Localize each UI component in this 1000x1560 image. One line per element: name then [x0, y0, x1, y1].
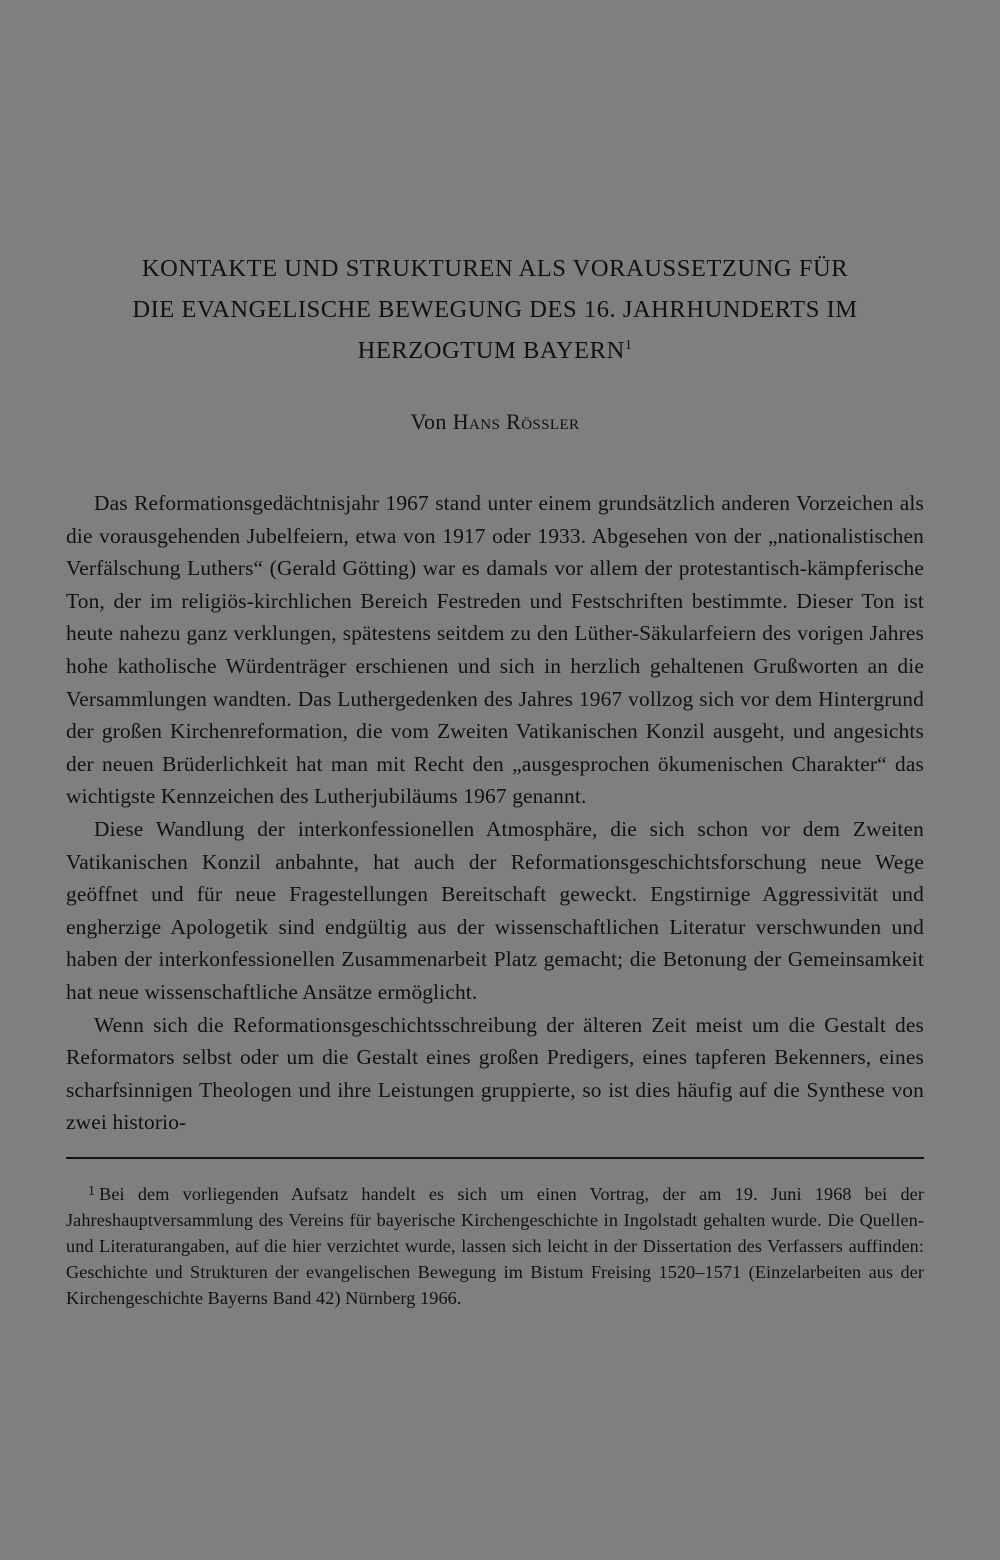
- title-line-3: HERZOGTUM BAYERN: [357, 337, 625, 364]
- body-paragraph-1: Das Reformationsgedächtnisjahr 1967 stand unter einem grundsätzlich anderen Vorzeichen als die vorausgehenden Jubelfeiern, etwa von 1917 oder 1933. Abgesehen von der „nationalistischen Verfälschung Luthers“ (Gerald Götting) war es damals vor allem der protestantisch-kämpferische Ton, der im religiös-kirchlichen Bereich Festreden und Festschriften bestimmte. Dieser Ton ist heute nahezu ganz verklungen, spätestens seitdem zu den Lüther-Säkularfeiern des vorigen Jahres hohe katholische Würdenträger erschienen und sich in herzlich gehaltenen Grußworten an die Versammlungen wandten. Das Luthergedenken des Jahres 1967 vollzog sich vor dem Hintergrund der großen Kirchenreformation, die vom Zweiten Vatikanischen Konzil ausgeht, und angesichts der neuen Brüderlichkeit hat man mit Recht den „ausgesprochen ökumenischen Charakter“ das wichtigste Kennzeichen des Lutherjubiläums 1967 genannt.: [66, 491, 924, 809]
- author-byline: [66, 409, 924, 435]
- body-paragraph-2: Diese Wandlung der interkonfessionellen Atmosphäre, die sich schon vor dem Zweiten Vatikanischen Konzil anbahnte, hat auch der Reformationsgeschichtsforschung neue Wege geöffnet und für neue Fragestellungen Bereitschaft geweckt. Engstirnige Aggressivität und engherzige Apologetik sind endgültig aus der wissenschaftlichen Literatur verschwunden und haben der interkonfessionellen Zusammenarbeit Platz gemacht; die Betonung der Gemeinsamkeit hat neue wissenschaftliche Ansätze ermöglicht.: [66, 816, 924, 1004]
- footnote-separator: [66, 1157, 924, 1159]
- body-paragraph-3: Wenn sich die Reformationsgeschichtsschreibung der älteren Zeit meist um die Gestalt des Reformators selbst oder um die Gestalt eines großen Predigers, eines tapferen Bekenners, eines scharfsinnigen Theologen und ihre Leistungen gruppierte, so ist dies häufig auf die Synthese von zwei historio-: [66, 1012, 924, 1135]
- title-line-1: KONTAKTE UND STRUKTUREN ALS VORAUSSETZUNG FÜR: [141, 255, 849, 282]
- article-body: [66, 487, 924, 1139]
- author-name: Hans Rössler: [452, 409, 580, 434]
- byline-prefix: Von: [410, 409, 447, 434]
- title-line-2: DIE EVANGELISCHE BEWEGUNG DES 16. JAHRHUNDERTS IM: [132, 296, 858, 323]
- footnote-marker: 1: [88, 1183, 96, 1199]
- title-footnote-marker: 1: [624, 338, 633, 353]
- footnote: [66, 1181, 924, 1311]
- article-title: [66, 248, 924, 371]
- article-page: [66, 248, 924, 1311]
- footnote-text: Bei dem vorliegenden Aufsatz handelt es sich um einen Vortrag, der am 19. Juni 1968 bei der Jahreshauptversammlung des Vereins für bayerische Kirchengeschichte in Ingolstadt gehalten wurde. Die Quellen- und Literaturangaben, auf die hier verzichtet wurde, lassen sich leicht in der Dissertation des Verfassers auffinden: Geschichte und Strukturen der evangelischen Bewegung im Bistum Freising 1520–1571 (Einzelarbeiten aus der Kirchengeschichte Bayerns Band 42) Nürnberg 1966.: [66, 1183, 924, 1308]
